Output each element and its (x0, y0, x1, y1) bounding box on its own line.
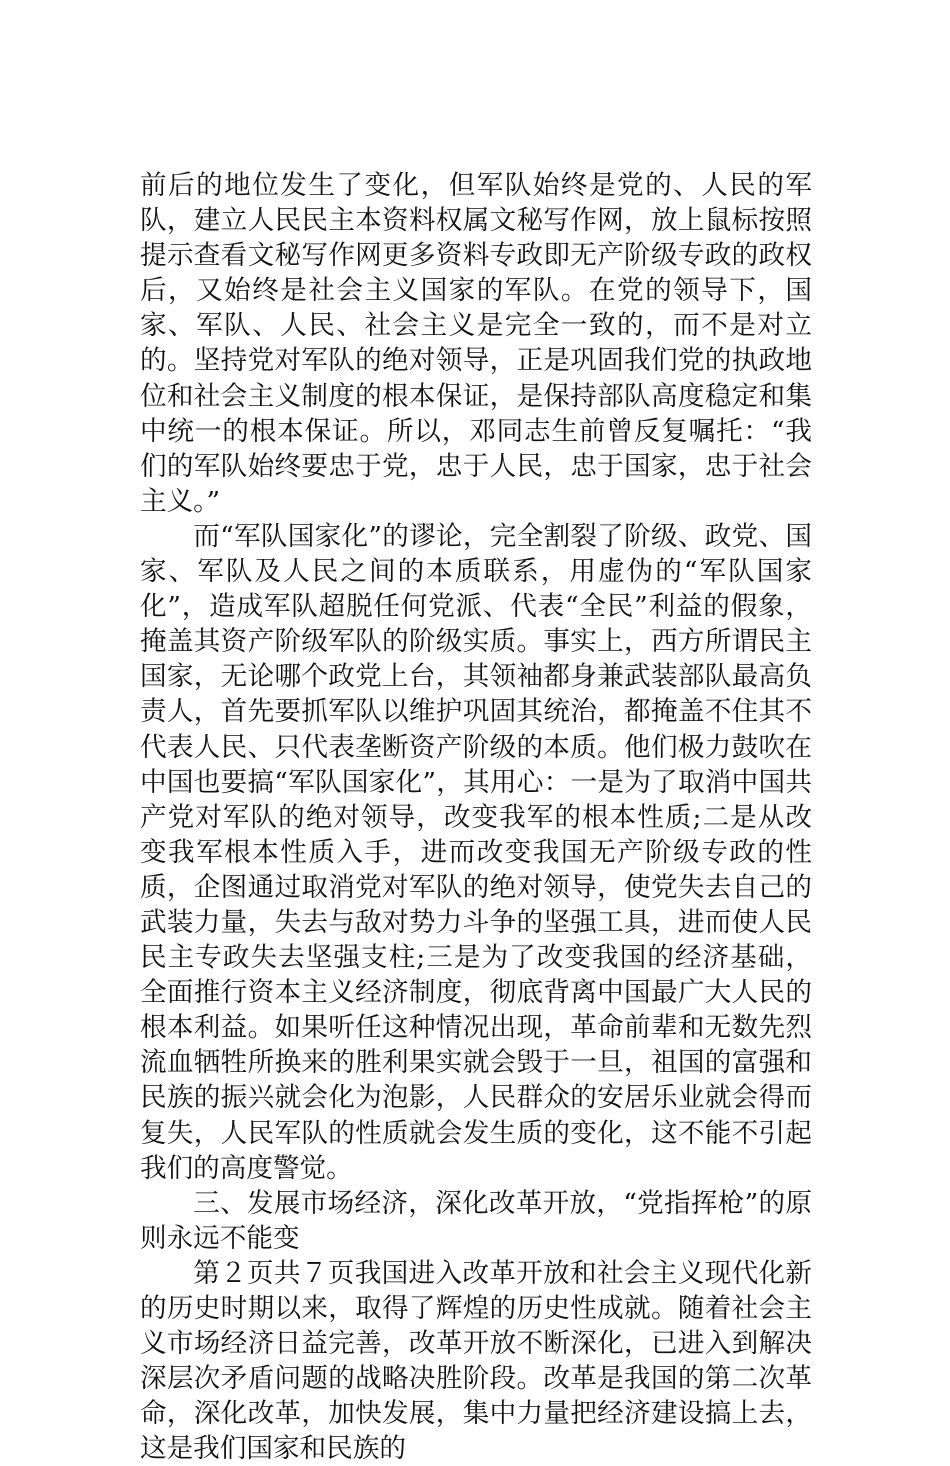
paragraph-reform: 第２页共７页我国进入改革开放和社会主义现代化新的历史时期以来，取得了辉煌的历史性成就。随着社会主义市场经济日益完善，改革开放不断深化，已进入到解决深层次矛盾问题的战略决胜阶段。改革是我国的第二次革命，深化改革，加快发展，集中力量把经济建设搞上去，这是我们国家和民族的 (140, 1257, 812, 1465)
paragraph-army-nationalization: 而“军队国家化”的谬论，完全割裂了阶级、政党、国家、军队及人民之间的本质联系，用虚伪的“军队国家化”，造成军队超脱任何党派、代表“全民”利益的假象，掩盖其资产阶级军队的阶级实质。事实上，西方所谓民主国家，无论哪个政党上台，其领袖都身兼武装部队最高负责人，首先要抓军队以维护巩固其统治，都掩盖不住其不代表人民、只代表垄断资产阶级的本质。他们极力鼓吹在中国也要搞“军队国家化”，其用心：一是为了取消中国共产党对军队的绝对领导，改变我军的根本性质;二是从改变我军根本性质入手，进而改变我国无产阶级专政的性质，企图通过取消党对军队的绝对领导，使党失去自己的武装力量，失去与敌对势力斗争的坚强工具，进而使人民民主专政失去坚强支柱;三是为了改变我国的经济基础，全面推行资本主义经济制度，彻底背离中国最广大人民的根本利益。如果听任这种情况出现，革命前辈和无数先烈流血牺牲所换来的胜利果实就会毁于一旦，祖国的富强和民族的振兴就会化为泡影，人民群众的安居乐业就会得而复失，人民军队的性质就会发生质的变化，这不能不引起我们的高度警觉。 (140, 520, 812, 1184)
paragraph-continuation: 前后的地位发生了变化，但军队始终是党的、人民的军队，建立人民民主本资料权属文秘写作网，放上鼠标按照提示查看文秘写作网更多资料专政即无产阶级专政的政权后，又始终是社会主义国家的军队。在党的领导下，国家、军队、人民、社会主义是完全一致的，而不是对立的。坚持党对军队的绝对领导，正是巩固我们党的执政地位和社会主义制度的根本保证，是保持部队高度稳定和集中统一的根本保证。所以，邓同志生前曾反复嘱托：“我们的军队始终要忠于党，忠于人民，忠于国家，忠于社会主义。” (140, 170, 812, 517)
section-heading: 三、发展市场经济，深化改革开放，“党指挥枪”的原则永远不能变 (140, 1187, 812, 1254)
document-body (140, 168, 812, 1466)
